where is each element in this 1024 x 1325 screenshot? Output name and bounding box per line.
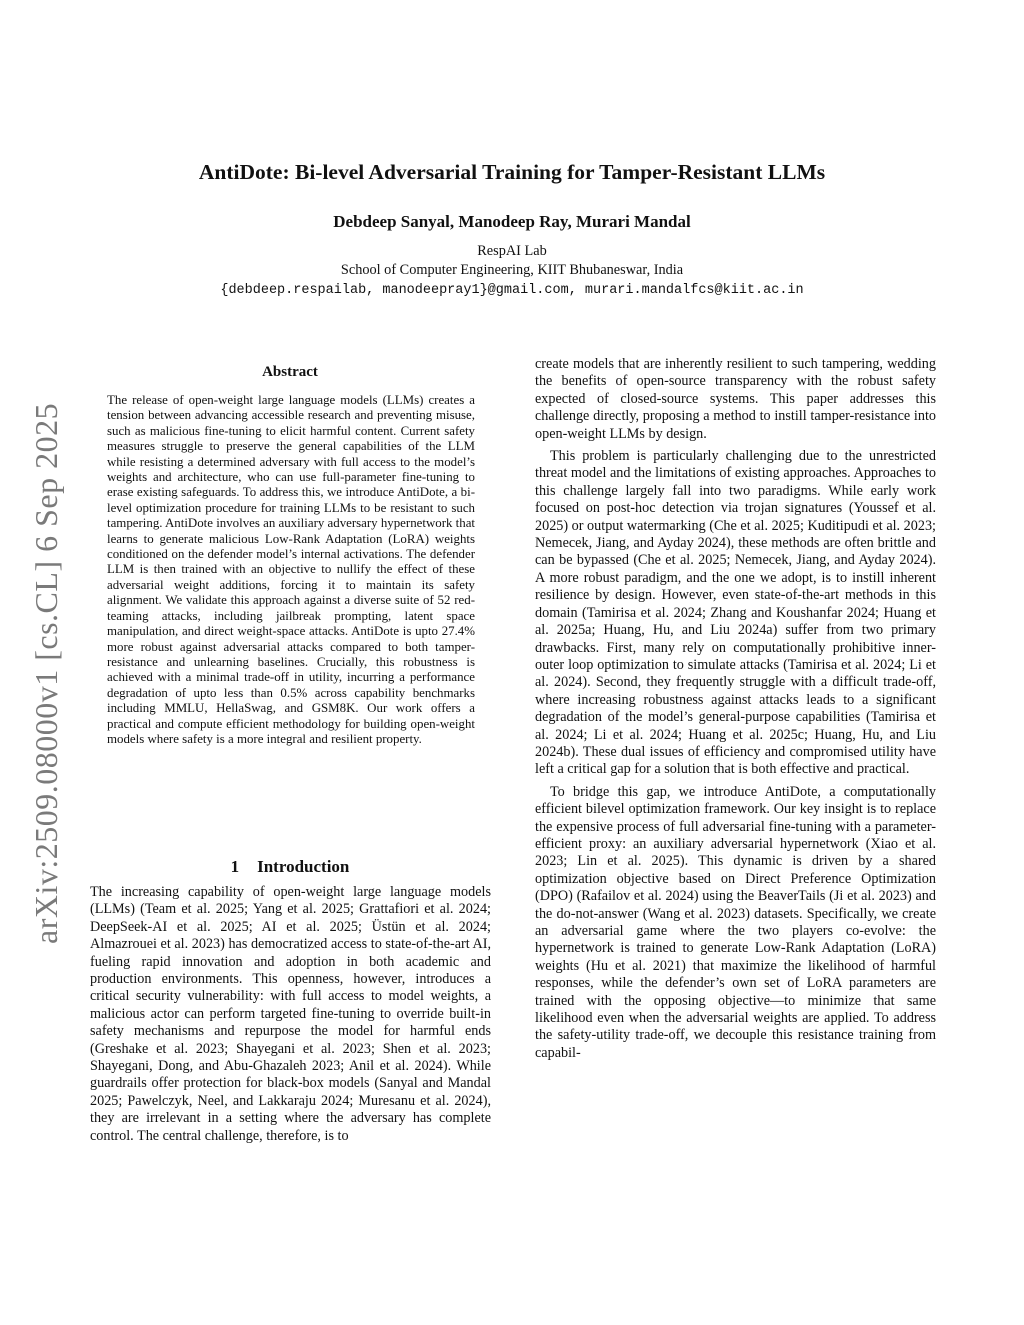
section-title: Introduction bbox=[257, 857, 350, 876]
intro-paragraph-1 bbox=[90, 884, 491, 1145]
section-heading-introduction bbox=[90, 857, 490, 877]
intro-paragraph-3: To bridge this gap, we introduce AntiDote, a computationally efficient bilevel optimization framework. Our key insight is to replace the expensive process of full adversarial fine-tuning with a parameter-efficient proxy: an auxiliary adversarial hypernetwork (Xiao et al. 2023; Lin et al. 2025). This dynamic is driven by a shared optimization objective based on Direct Preference Optimization (DPO) (Rafailov et al. 2024) using the BeaverTails (Ji et al. 2023) and the do-not-answer (Wang et al. 2023) datasets. Specifically, we create an adversarial game where the two players co-evolve: the hypernetwork is trained to generate Low-Rank Adaptation (LoRA) weights (Hu et al. 2021) that maximize the likelihood of harmful responses, while the defender’s own set of LoRA parameters are trained with the opposing objective—to minimize that same likelihood even when the adversarial weights are applied. To address the safety-utility trade-off, we decouple this resistance training from capabil- bbox=[535, 783, 936, 1061]
affiliation-lab: RespAI Lab bbox=[477, 243, 547, 259]
abstract-heading: Abstract bbox=[262, 364, 318, 380]
intro-paragraph-2: This problem is particularly challenging due to the unrestricted threat model and the limitations of existing approaches. Approaches to this challenge largely fall into two paradigms. While early work focused on post-hoc detection via trojan signatures (Youssef et al. 2025) or output watermarking (Che et al. 2025; Kuditipudi et al. 2023; Nemecek, Jiang, and Ayday 2024), these methods are often brittle and can be bypassed (Che et al. 2025; Nemecek, Jiang, and Ayday 2024). A more robust paradigm, and the one we adopt, is to instill inherent resilience by design. However, even state-of-the-art methods in this domain (Tamirisa et al. 2024; Zhang and Koushanfar 2024; Huang et al. 2025a; Huang, Hu, and Liu 2024a) suffer from two primary drawbacks. First, many rely on computationally prohibitive inner-outer loop optimization to simulate attacks (Tamirisa et al. 2024; Li et al. 2024). Second, they frequently struggle with a difficult trade-off, where increasing robustness against attacks leads to a significant degradation of the model’s general-purpose capabilities (Tamirisa et al. 2024; Li et al. 2024; Huang et al. 2025c; Huang, Hu, and Liu 2024b). These dual issues of efficiency and compromised utility have left a critical gap for a solution that is both effective and practical. bbox=[535, 448, 936, 778]
abstract-text: The release of open-weight large language models (LLMs) creates a tension between advancing accessible research and preventing misuse, such as malicious fine-tuning to elicit harmful content. Current safety measures struggle to preserve the general capabilities of the LLM while resisting a determined adversary with full access to the model’s weights and architecture, who can use full-parameter fine-tuning to erase existing safeguards. To address this, we introduce AntiDote, a bi-level optimization procedure for training LLMs to be resistant to such tampering. AntiDote involves an auxiliary adversary hypernetwork that learns to generate malicious Low-Rank Adaptation (LoRA) weights conditioned on the defender model’s internal activations. The defender LLM is then trained with an objective to nullify the effect of these adversarial weight additions, forcing it to maintain its safety alignment. We validate this approach against a diverse suite of 52 red-teaming attacks, including jailbreak prompting, latent space manipulation, and direct weight-space attacks. AntiDote is upto 27.4% more robust against adversarial attacks compared to both tamper-resistance and unlearning baselines. Crucially, this robustness is achieved with a minimal trade-off in utility, incurring a performance degradation of upto less than 0.5% across capability benchmarks including MMLU, HellaSwag, and GSM8K. Our work offers a practical and compute efficient methodology for building open-weight models where safety is a more integral and resilient property. bbox=[107, 393, 475, 746]
arxiv-identifier: arXiv:2509.08000v1 [cs.CL] 6 Sep 2025 bbox=[28, 402, 64, 944]
author-emails: {debdeep.respailab, manodeepray1}@gmail.com, murari.mandalfcs@kiit.ac.in bbox=[220, 283, 804, 298]
right-column bbox=[535, 356, 936, 1067]
author-list: Debdeep Sanyal, Manodeep Ray, Murari Mandal bbox=[333, 212, 691, 231]
paragraph: The increasing capability of open-weight large language models (LLMs) (Team et al. 2025; Yang et al. 2025; Grattafiori et al. 2024; DeepSeek-AI et al. 2025; AI et al. 2025; Üstün et al. 2024; Almazrouei et al. 2023) has democratized access to state-of-the-art AI, fueling rapid innovation and adoption in both academic and production environments. This openness, however, introduces a critical security vulnerability: with full access to model weights, a malicious actor can perform targeted fine-tuning to override built-in safety mechanisms and repurpose the model for harmful ends (Greshake et al. 2023; Shayegani et al. 2023; Shen et al. 2023; Shayegani, Dong, and Abu-Ghazaleh 2023; Anil et al. 2024). While guardrails offer protection for black-box models (Sanyal and Mandal 2025; Pawelczyk, Neel, and Lakkaraju 2024; Muresanu et al. 2024), they are irrelevant in a setting where the adversary has complete control. The central challenge, therefore, is to bbox=[90, 884, 491, 1144]
section-number: 1 bbox=[230, 857, 240, 876]
affiliation-school: School of Computer Engineering, KIIT Bhubaneswar, India bbox=[340, 262, 684, 278]
paper-title: AntiDote: Bi-level Adversarial Training for Tamper-Resistant LLMs bbox=[198, 160, 826, 184]
intro-paragraph-1-continued: create models that are inherently resilient to such tampering, wedding the benefits of open-source transparency with the robust safety expected of closed-source systems. This paper addresses this challenge directly, proposing a method to instill tamper-resistance into open-weight LLMs by design. bbox=[535, 356, 936, 442]
